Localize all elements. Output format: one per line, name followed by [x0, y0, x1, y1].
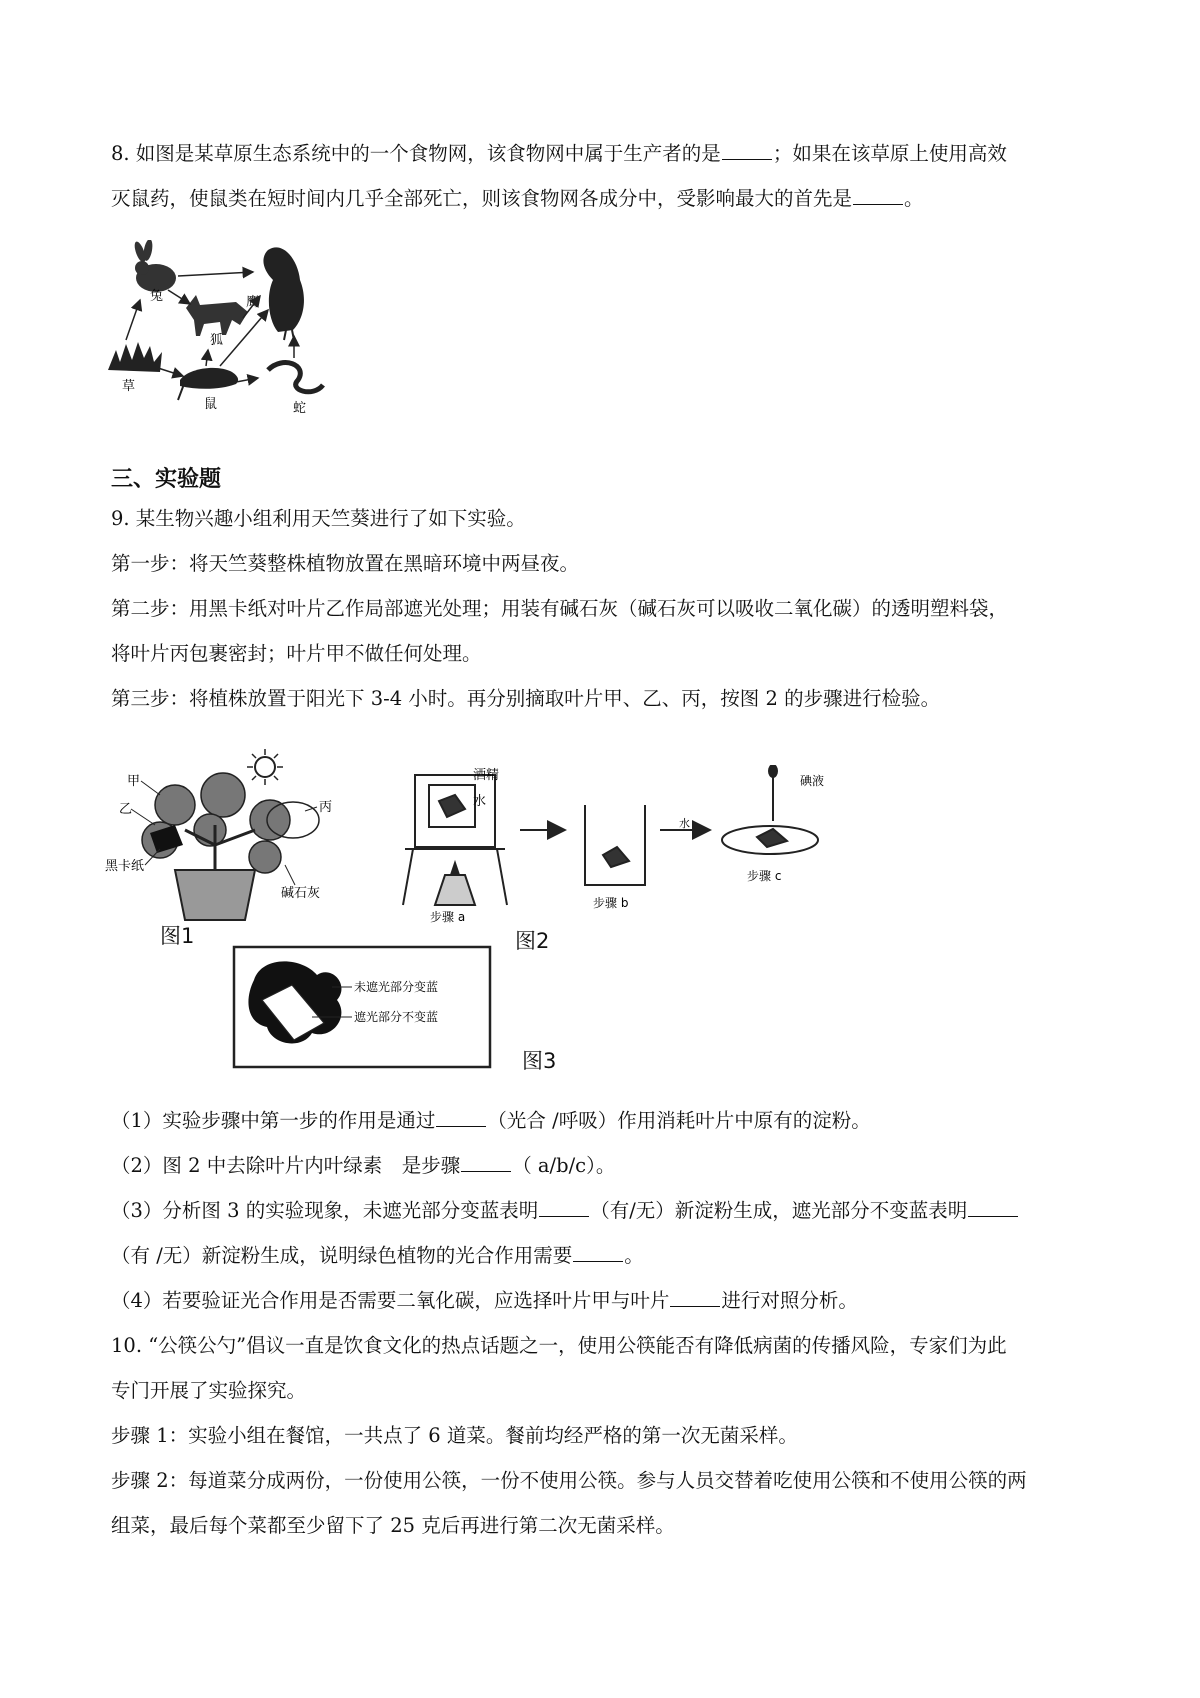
flower-pot	[175, 870, 255, 920]
q8-line-2	[111, 185, 924, 213]
q9-intro: 9. 某生物兴趣小组利用天竺葵进行了如下实验。	[111, 507, 526, 530]
figure-2-label: 图2	[515, 929, 550, 953]
iodine-label: 碘液	[800, 774, 825, 788]
sun-icon	[247, 749, 283, 785]
step-a-label: 步骤 a	[430, 910, 466, 924]
q9-step-1: 第一步：将天竺葵整株植物放置在黑暗环境中两昼夜。	[111, 552, 580, 575]
grass-label: 草	[122, 379, 136, 394]
q8-text-1b: ；如果在该草原上使用高效	[772, 142, 1007, 165]
q9-sub3-blank-1[interactable]	[539, 1198, 589, 1217]
q8-line-1	[111, 140, 1007, 168]
snake-icon	[268, 363, 323, 392]
q8-text-1a: 8. 如图是某草原生态系统中的一个食物网，该食物网中属于生产者的是	[111, 142, 721, 165]
arrow-water-label: 水	[679, 817, 690, 830]
alcohol-label: 酒精	[473, 768, 500, 783]
q9-sub1-text-a: （1）实验步骤中第一步的作用是通过	[111, 1109, 436, 1132]
q9-step-2b: 将叶片丙包裹密封；叶片甲不做任何处理。	[111, 642, 482, 665]
q9-sub2-text-b: （ a/b/c）。	[512, 1154, 616, 1177]
q8-text-2a: 灭鼠药，使鼠类在短时间内几乎全部死亡，则该食物网各成分中，受影响最大的首先是	[111, 187, 853, 210]
q10-step-1: 步骤 1：实验小组在餐馆，一共点了 6 道菜。餐前均经严格的第一次无菌采样。	[111, 1424, 798, 1447]
q9-sub3-blank-3[interactable]	[573, 1243, 623, 1262]
food-web-figure	[108, 240, 368, 445]
leaf-yi-label: 乙	[119, 802, 133, 817]
unshaded-label: 未遮光部分变蓝	[354, 980, 439, 994]
q9-sub3-text-d: 。	[624, 1244, 644, 1267]
q9-sub3-text-b: （有/无）新淀粉生成，遮光部分不变蓝表明	[590, 1199, 968, 1222]
q8-blank-affected[interactable]	[853, 186, 903, 205]
q9-sub4-text-a: （4）若要验证光合作用是否需要二氧化碳，应选择叶片甲与叶片	[111, 1289, 670, 1312]
figure-1-label: 图1	[160, 924, 195, 948]
figure-3-leaf	[232, 945, 492, 1070]
eagle-label: 鹰	[246, 295, 260, 310]
q8-blank-producer[interactable]	[722, 141, 772, 160]
q9-sub4-blank[interactable]	[670, 1288, 720, 1307]
q10-line-2: 专门开展了实验探究。	[111, 1379, 307, 1402]
step-a-apparatus	[403, 775, 507, 905]
q9-sub-4	[111, 1287, 858, 1315]
mouse-icon	[178, 368, 238, 400]
q9-sub3-text-c: （有 /无）新淀粉生成，说明绿色植物的光合作用需要	[111, 1244, 573, 1267]
section-heading: 三、实验题	[111, 467, 222, 492]
grass-icon	[108, 342, 162, 372]
q9-step-2a: 第二步：用黑卡纸对叶片乙作局部遮光处理；用装有碱石灰（碱石灰可以吸收二氧化碳）的透明塑料袋，	[111, 597, 1009, 620]
fox-label: 狐	[210, 333, 224, 348]
soda-lime-label: 碱石灰	[281, 886, 321, 901]
snake-label: 蛇	[293, 401, 307, 416]
q9-sub1-blank[interactable]	[436, 1108, 486, 1127]
q9-sub-3-line-1	[111, 1197, 1019, 1225]
q9-sub2-text-a: （2）图 2 中去除叶片内叶绿素 是步骤	[111, 1154, 461, 1177]
figure-2-steps	[395, 765, 865, 925]
q9-sub3-blank-2[interactable]	[968, 1198, 1018, 1217]
mouse-label: 鼠	[204, 397, 218, 412]
step-b-beaker	[585, 805, 645, 885]
rabbit-icon	[132, 240, 176, 292]
q10-line-1: 10. “公筷公勺”倡议一直是饮食文化的热点话题之一，使用公筷能否有降低病菌的传播风险，专家们为此	[111, 1334, 1007, 1357]
rabbit-label: 兔	[150, 289, 164, 304]
water-label: 水	[473, 794, 487, 809]
q9-sub3-text-a: （3）分析图 3 的实验现象，未遮光部分变蓝表明	[111, 1199, 539, 1222]
step-c-label: 步骤 c	[747, 869, 782, 883]
q10-step-2b: 组菜，最后每个菜都至少留下了 25 克后再进行第二次无菌采样。	[111, 1514, 675, 1537]
leaf-jia-label: 甲	[127, 774, 141, 789]
q10-step-2a: 步骤 2：每道菜分成两份，一份使用公筷，一份不使用公筷。参与人员交替着吃使用公筷和不使用公筷的两	[111, 1469, 1027, 1492]
q9-sub2-blank[interactable]	[461, 1153, 511, 1172]
q9-sub1-text-b: （光合 /呼吸）作用消耗叶片中原有的淀粉。	[487, 1109, 871, 1132]
q9-sub4-text-b: 进行对照分析。	[721, 1289, 858, 1312]
shaded-label: 遮光部分不变蓝	[354, 1010, 439, 1024]
q9-sub-2	[111, 1152, 615, 1180]
eagle-icon	[263, 247, 304, 340]
figure-3-label: 图3	[522, 1049, 557, 1073]
black-card-label: 黑卡纸	[105, 859, 145, 874]
q9-sub-1	[111, 1107, 871, 1135]
step-b-label: 步骤 b	[593, 896, 629, 910]
fox-icon	[186, 295, 248, 336]
q9-step-3: 第三步：将植株放置于阳光下 3-4 小时。再分别摘取叶片甲、乙、丙，按图 2 的步骤进行检验。	[111, 687, 941, 710]
q8-text-2b: 。	[904, 187, 924, 210]
figure-1-plant	[105, 745, 385, 940]
leaf-bing-label: 丙	[319, 800, 333, 815]
q9-sub-3-line-2	[111, 1242, 644, 1270]
